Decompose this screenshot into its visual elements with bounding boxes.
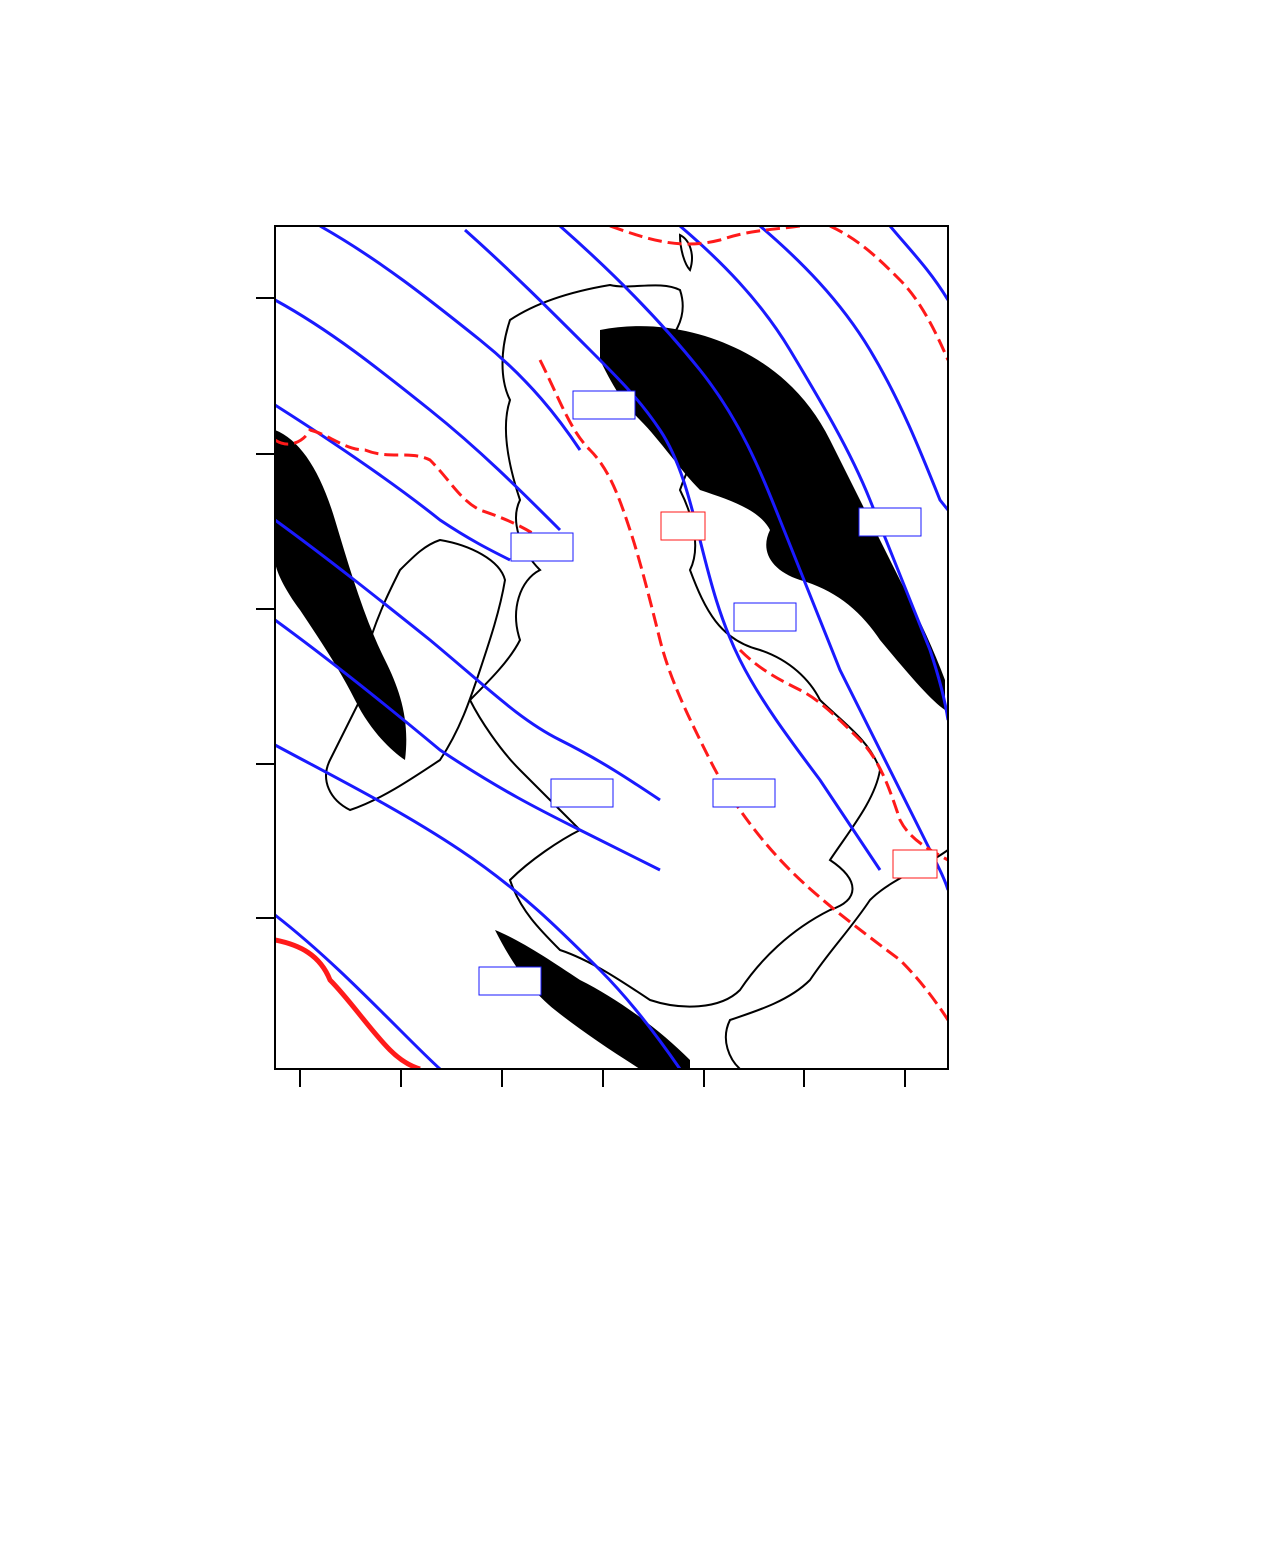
latitude-axis <box>256 298 275 918</box>
temperature-contour-solid <box>275 940 420 1069</box>
coast-shetland <box>680 235 692 270</box>
longitude-axis <box>300 1069 905 1087</box>
height-label <box>713 779 775 807</box>
height-contour <box>320 226 580 450</box>
height-label <box>479 967 541 995</box>
plot-area <box>275 226 948 1069</box>
rh-area-south <box>495 930 690 1069</box>
height-label <box>859 508 921 536</box>
height-label <box>551 779 613 807</box>
height-label <box>573 391 635 419</box>
temp-label <box>661 512 705 540</box>
height-label <box>511 533 573 561</box>
height-label <box>734 603 796 631</box>
height-contour <box>890 226 948 300</box>
temp-label <box>893 850 937 878</box>
temp-contour-warm <box>275 940 420 1069</box>
height-contour <box>275 915 440 1069</box>
coast-france <box>726 850 948 1069</box>
temp-contour-minus10 <box>830 226 948 360</box>
